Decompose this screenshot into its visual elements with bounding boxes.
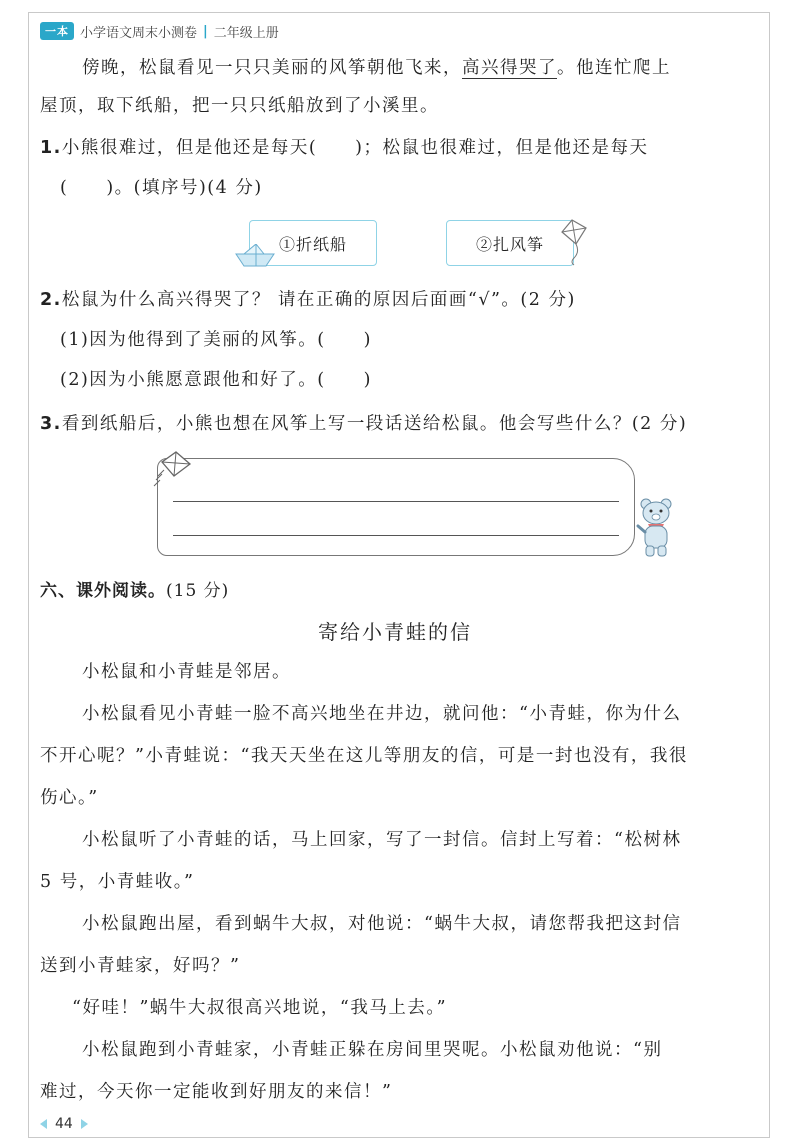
underlined-phrase: 高兴得哭了 <box>462 58 557 78</box>
series-title: 小学语文周末小测卷 <box>80 25 198 41</box>
header-separator: | <box>203 23 208 39</box>
story-text: 傍晚，松鼠看见一只只美丽的风筝朝他飞来， <box>82 58 462 78</box>
article-line: 伤心。” <box>40 788 99 808</box>
next-page-icon[interactable] <box>81 1119 88 1129</box>
answer-line-1[interactable] <box>173 501 619 502</box>
option-1-label: ①折纸船 <box>278 234 347 254</box>
story-line-2: 屋顶，取下纸船，把一只只纸船放到了小溪里。 <box>40 96 439 116</box>
option-2-label: ②扎风筝 <box>475 234 544 254</box>
previous-page-icon[interactable] <box>40 1119 47 1129</box>
article-line: “好哇！”蜗牛大叔很高兴地说，“我马上去。” <box>72 998 448 1018</box>
article-line: 不开心呢？”小青蛙说：“我天天坐在这儿等朋友的信，可是一封也没有，我很 <box>40 746 688 766</box>
question-3 <box>40 412 765 436</box>
article-line: 小松鼠跑出屋，看到蜗牛大叔，对他说：“蜗牛大叔，请您帮我把这封信 <box>82 914 682 934</box>
story-line-1 <box>82 56 790 80</box>
article-line: 送到小青蛙家，好吗？” <box>40 956 241 976</box>
paper-boat-icon <box>234 244 276 268</box>
article-title: 寄给小青蛙的信 <box>318 620 472 644</box>
question-1 <box>40 136 765 160</box>
question-1-line-2: ( )。(填序号)(4 分) <box>60 178 263 198</box>
question-3-text: 看到纸船后，小熊也想在风筝上写一段话送给松鼠。他会写些什么？(2 分) <box>61 414 688 434</box>
question-number: 1. <box>40 138 62 158</box>
section-points: (15 分) <box>166 581 230 601</box>
kite-icon <box>150 450 194 490</box>
answer-line-2[interactable] <box>173 535 619 536</box>
bear-icon <box>636 496 676 558</box>
question-1-text: 小熊很难过，但是他还是每天( )；松鼠也很难过，但是他还是每天 <box>61 138 649 158</box>
question-2-text: 松鼠为什么高兴得哭了？ 请在正确的原因后面画“√”。(2 分) <box>61 290 576 310</box>
page-header <box>40 20 279 42</box>
section-6-title <box>40 576 229 601</box>
choice-1: (1)因为他得到了美丽的风筝。( ) <box>60 330 372 350</box>
page-footer <box>40 1114 88 1134</box>
question-number: 2. <box>40 290 62 310</box>
article-line: 小松鼠听了小青蛙的话，马上回家，写了一封信。信封上写着：“松树林 <box>82 830 682 850</box>
brand-logo: 一本 <box>40 22 74 40</box>
article-line: 小松鼠跑到小青蛙家，小青蛙正躲在房间里哭呢。小松鼠劝他说：“别 <box>82 1040 663 1060</box>
kite-icon <box>558 218 590 266</box>
writing-area <box>157 458 635 556</box>
section-title-text: 六、课外阅读。 <box>40 581 166 601</box>
story-text: 。他连忙爬上 <box>557 58 671 78</box>
question-2 <box>40 288 765 312</box>
question-number: 3. <box>40 414 62 434</box>
article-line: 小松鼠看见小青蛙一脸不高兴地坐在井边，就问他：“小青蛙，你为什么 <box>82 704 682 724</box>
page-number: 44 <box>55 1116 73 1132</box>
article-line: 难过，今天你一定能收到好朋友的来信！” <box>40 1082 393 1102</box>
choice-2: (2)因为小熊愿意跟他和好了。( ) <box>60 370 372 390</box>
grade-label: 二年级上册 <box>213 25 279 41</box>
option-box-2 <box>446 220 574 266</box>
article-line: 小松鼠和小青蛙是邻居。 <box>82 662 291 682</box>
article-line: 5 号，小青蛙收。” <box>40 872 195 892</box>
